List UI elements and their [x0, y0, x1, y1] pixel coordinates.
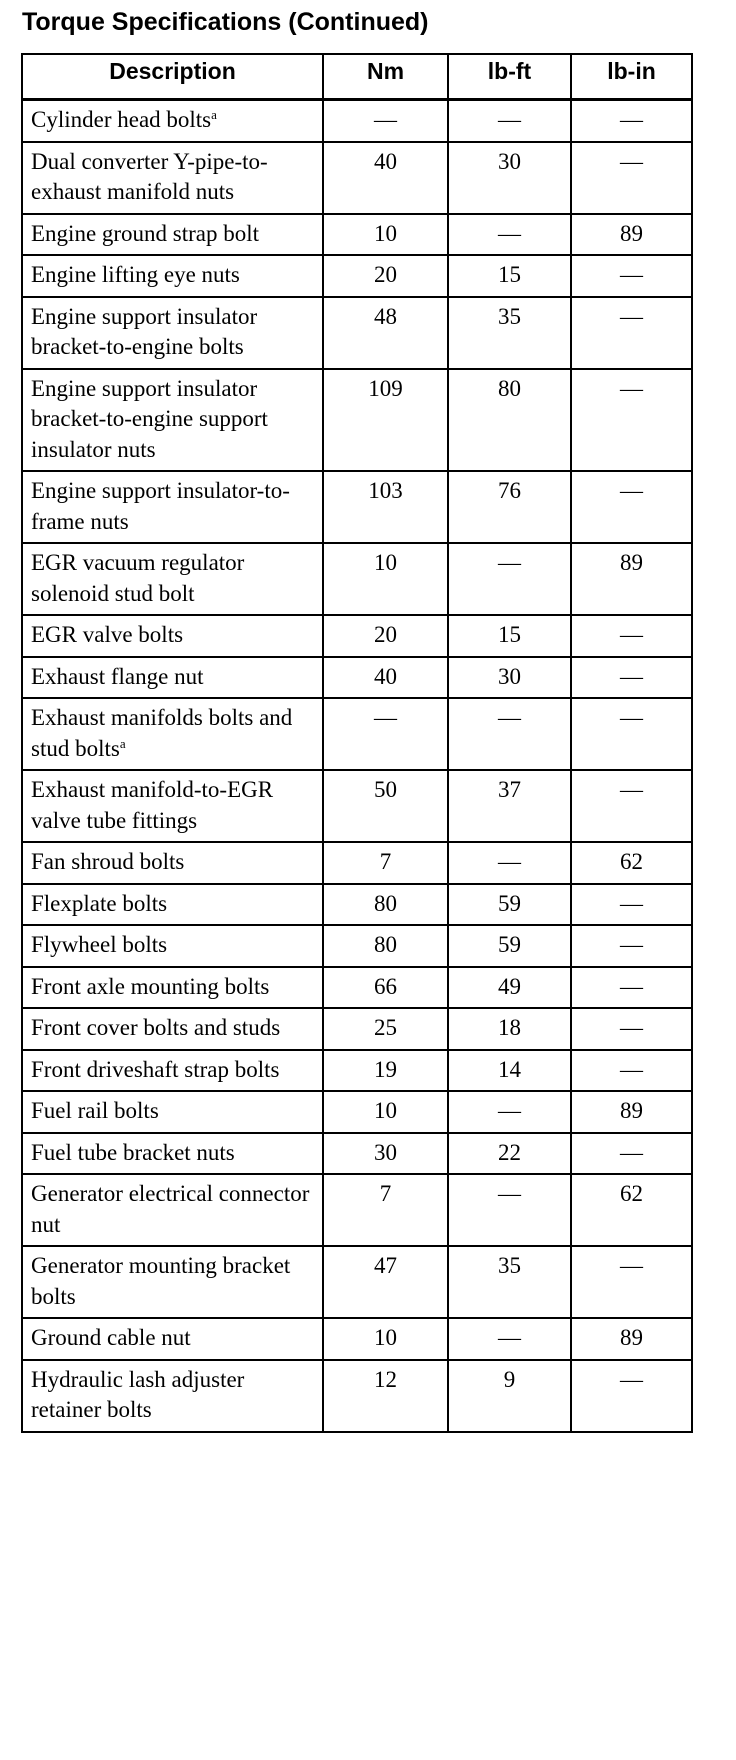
cell-nm: 47: [323, 1246, 448, 1318]
cell-nm: 19: [323, 1050, 448, 1092]
cell-lb-in: 62: [571, 842, 692, 884]
description-text: Engine support insulator bracket-to-engine bolts: [31, 303, 258, 359]
cell-nm: 10: [323, 1091, 448, 1133]
description-text: Engine support insulator-to-frame nuts: [31, 478, 290, 534]
cell-description: [22, 967, 323, 1009]
column-header-description: Description: [22, 54, 323, 100]
description-text: Flywheel bolts: [31, 932, 168, 957]
table-body: [22, 100, 692, 1432]
cell-description: [22, 255, 323, 297]
description-text: Dual converter Y-pipe-to-exhaust manifold nuts: [31, 148, 268, 204]
description-text: Exhaust flange nut: [31, 663, 204, 689]
table-row: [22, 369, 692, 472]
cell-nm: 48: [323, 297, 448, 369]
cell-lb-ft: —: [448, 1318, 571, 1360]
cell-description: [22, 100, 323, 142]
table-row: [22, 1246, 692, 1318]
cell-lb-in: —: [571, 1133, 692, 1175]
cell-description: [22, 770, 323, 842]
description-text: Cylinder head bolts: [31, 107, 212, 132]
cell-lb-in: 89: [571, 1318, 692, 1360]
cell-lb-in: —: [571, 471, 692, 543]
cell-description: [22, 1246, 323, 1318]
cell-lb-ft: —: [448, 1091, 571, 1133]
page-title: Torque Specifications (Continued): [22, 8, 429, 36]
cell-nm: 20: [323, 615, 448, 657]
cell-lb-ft: 35: [448, 297, 571, 369]
table-row: [22, 925, 692, 967]
cell-description: [22, 369, 323, 472]
cell-lb-in: —: [571, 1246, 692, 1318]
table-row: [22, 1360, 692, 1432]
table-row: [22, 100, 692, 142]
cell-lb-ft: 9: [448, 1360, 571, 1432]
table-row: [22, 1318, 692, 1360]
cell-lb-ft: —: [448, 842, 571, 884]
cell-nm: 40: [323, 142, 448, 214]
cell-nm: 7: [323, 842, 448, 884]
description-text: Front axle mounting bolts: [31, 973, 270, 999]
cell-description: [22, 1133, 323, 1175]
column-header-lb-ft: lb-ft: [448, 54, 571, 100]
cell-lb-ft: 30: [448, 657, 571, 699]
cell-lb-in: —: [571, 925, 692, 967]
cell-lb-in: —: [571, 967, 692, 1009]
cell-lb-ft: —: [448, 214, 571, 256]
cell-description: [22, 884, 323, 926]
cell-lb-in: —: [571, 142, 692, 214]
cell-description: [22, 142, 323, 214]
description-text: Flexplate bolts: [31, 890, 168, 916]
description-text: Exhaust manifold-to-EGR valve tube fittings: [31, 777, 274, 833]
cell-lb-in: —: [571, 615, 692, 657]
cell-lb-in: 62: [571, 1174, 692, 1246]
cell-lb-in: 89: [571, 214, 692, 256]
description-text: Fan shroud bolts: [31, 849, 185, 874]
footnote-marker: a: [119, 735, 126, 751]
cell-description: [22, 698, 323, 770]
description-text: Front cover bolts and studs: [31, 1015, 281, 1040]
cell-lb-ft: 30: [448, 142, 571, 214]
cell-description: [22, 1050, 323, 1092]
description-text: Generator electrical connector nut: [31, 1181, 310, 1237]
cell-lb-in: —: [571, 1050, 692, 1092]
cell-nm: 10: [323, 543, 448, 615]
table-row: [22, 1008, 692, 1050]
table-row: [22, 770, 692, 842]
description-text: Hydraulic lash adjuster retainer bolts: [31, 1366, 245, 1422]
description-text: Engine support insulator bracket-to-engine support insulator nuts: [31, 375, 268, 462]
cell-nm: 40: [323, 657, 448, 699]
cell-nm: 50: [323, 770, 448, 842]
cell-lb-ft: 76: [448, 471, 571, 543]
description-text: EGR vacuum regulator solenoid stud bolt: [31, 550, 245, 606]
cell-nm: 80: [323, 884, 448, 926]
cell-lb-ft: 37: [448, 770, 571, 842]
table-row: [22, 657, 692, 699]
table-row: [22, 967, 692, 1009]
cell-lb-in: 89: [571, 543, 692, 615]
cell-lb-in: —: [571, 255, 692, 297]
cell-lb-in: —: [571, 1008, 692, 1050]
cell-nm: —: [323, 100, 448, 142]
cell-description: [22, 214, 323, 256]
table-row: [22, 255, 692, 297]
cell-lb-ft: —: [448, 543, 571, 615]
cell-description: [22, 1360, 323, 1432]
cell-lb-in: —: [571, 657, 692, 699]
cell-lb-ft: —: [448, 1174, 571, 1246]
cell-lb-ft: 59: [448, 925, 571, 967]
cell-lb-in: —: [571, 369, 692, 472]
footnote-marker: a: [211, 107, 217, 122]
cell-nm: 12: [323, 1360, 448, 1432]
cell-lb-ft: 15: [448, 255, 571, 297]
cell-description: [22, 297, 323, 369]
table-row: [22, 1091, 692, 1133]
table-row: [22, 842, 692, 884]
cell-nm: 80: [323, 925, 448, 967]
description-text: EGR valve bolts: [31, 622, 184, 647]
cell-lb-in: —: [571, 884, 692, 926]
cell-description: [22, 657, 323, 699]
column-header-nm: Nm: [323, 54, 448, 100]
table-row: [22, 698, 692, 770]
table-row: [22, 471, 692, 543]
cell-lb-in: —: [571, 100, 692, 142]
description-text: Ground cable nut: [31, 1325, 191, 1350]
cell-lb-in: —: [571, 1360, 692, 1432]
cell-nm: 7: [323, 1174, 448, 1246]
cell-lb-ft: 80: [448, 369, 571, 472]
description-text: Engine lifting eye nuts: [31, 262, 240, 287]
cell-nm: 109: [323, 369, 448, 472]
table-row: [22, 214, 692, 256]
table-row: [22, 1133, 692, 1175]
cell-lb-ft: —: [448, 698, 571, 770]
cell-lb-in: —: [571, 770, 692, 842]
cell-lb-ft: 18: [448, 1008, 571, 1050]
cell-lb-ft: 22: [448, 1133, 571, 1175]
cell-nm: 25: [323, 1008, 448, 1050]
cell-description: [22, 1008, 323, 1050]
cell-lb-ft: 49: [448, 967, 571, 1009]
column-header-lb-in: lb-in: [571, 54, 692, 100]
cell-description: [22, 1174, 323, 1246]
description-text: Fuel rail bolts: [31, 1098, 159, 1123]
cell-lb-in: —: [571, 297, 692, 369]
table-row: [22, 543, 692, 615]
cell-lb-ft: —: [448, 100, 571, 142]
cell-nm: —: [323, 698, 448, 770]
table-row: [22, 1174, 692, 1246]
cell-nm: 10: [323, 1318, 448, 1360]
cell-lb-ft: 59: [448, 884, 571, 926]
cell-lb-ft: 15: [448, 615, 571, 657]
cell-description: [22, 615, 323, 657]
cell-nm: 10: [323, 214, 448, 256]
table-row: [22, 884, 692, 926]
description-text: Exhaust manifolds bolts and stud bolts: [31, 705, 293, 761]
cell-nm: 20: [323, 255, 448, 297]
cell-description: [22, 543, 323, 615]
cell-description: [22, 1318, 323, 1360]
cell-description: [22, 1091, 323, 1133]
cell-description: [22, 925, 323, 967]
table-row: [22, 615, 692, 657]
cell-nm: 30: [323, 1133, 448, 1175]
cell-description: [22, 471, 323, 543]
cell-lb-in: 89: [571, 1091, 692, 1133]
description-text: Generator mounting bracket bolts: [31, 1253, 291, 1309]
description-text: Engine ground strap bolt: [31, 220, 260, 246]
cell-lb-ft: 35: [448, 1246, 571, 1318]
table-row: [22, 142, 692, 214]
torque-spec-table: [21, 53, 693, 1433]
description-text: Fuel tube bracket nuts: [31, 1139, 235, 1165]
table-header-row: [22, 54, 692, 100]
table-row: [22, 1050, 692, 1092]
description-text: Front driveshaft strap bolts: [31, 1056, 280, 1082]
cell-lb-in: —: [571, 698, 692, 770]
cell-lb-ft: 14: [448, 1050, 571, 1092]
cell-description: [22, 842, 323, 884]
cell-nm: 103: [323, 471, 448, 543]
table-row: [22, 297, 692, 369]
cell-nm: 66: [323, 967, 448, 1009]
